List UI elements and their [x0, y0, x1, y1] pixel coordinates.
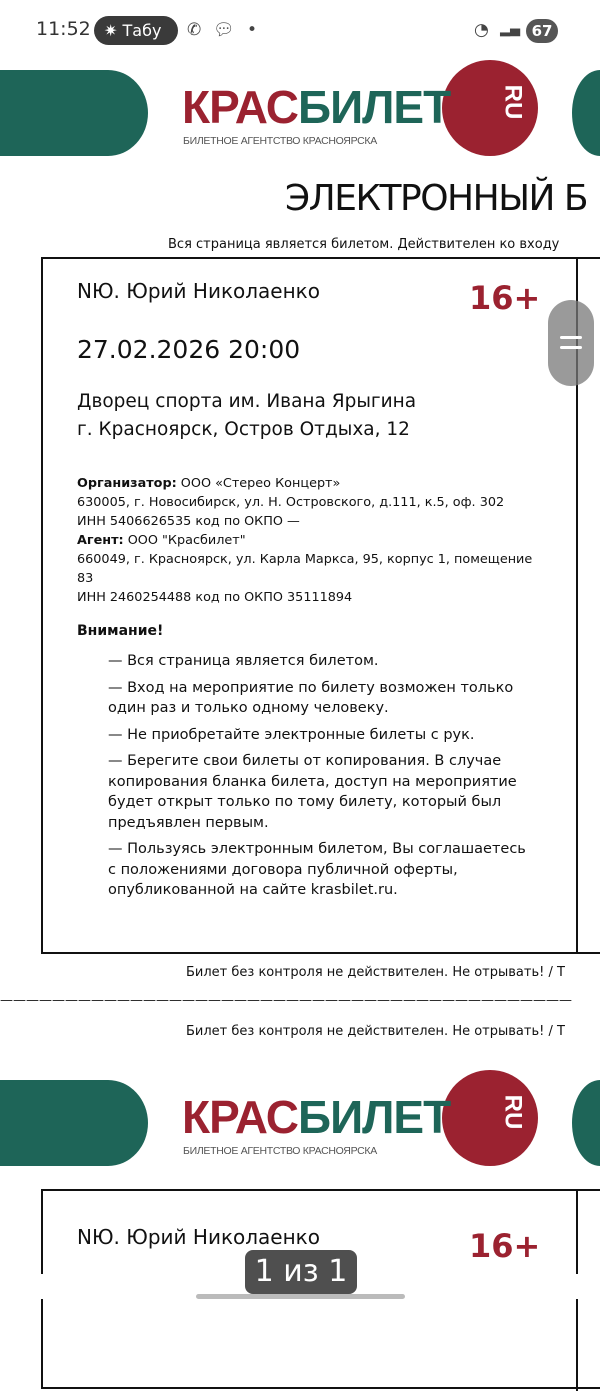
logo-teal-text: БИЛЕТ — [298, 1091, 451, 1143]
logo-wordmark — [182, 80, 450, 134]
tear-notice: Билет без контроля не действителен. Не отрывать! / Т — [186, 965, 565, 980]
teal-band-right — [572, 70, 600, 156]
event-name: NЮ. Юрий Николаенко — [77, 279, 320, 303]
organizer-inn: ИНН 5406626535 код по ОКПО — — [77, 514, 300, 529]
logo-banner — [0, 58, 600, 158]
venue — [77, 388, 416, 444]
agent-address: 660049, г. Красноярск, ул. Карла Маркса, 95, корпус 1, помещение 83 — [77, 552, 533, 586]
venue-address: г. Красноярск, Остров Отдыха, 12 — [77, 419, 410, 440]
scroll-handle[interactable] — [548, 300, 594, 386]
signal-icon: ▂▄ — [500, 22, 520, 37]
logo-banner-2 — [0, 1068, 600, 1168]
organizer-address: 630005, г. Новосибирск, ул. Н. Островского, д.111, к.5, оф. 302 — [77, 495, 505, 510]
wifi-icon: ◔ — [474, 20, 489, 40]
notice-top: Вся страница является билетом. Действителен ко входу — [168, 237, 560, 252]
agent-label: Агент: — [77, 533, 124, 548]
warning-item: — Вся страница является билетом. — [108, 653, 379, 669]
clock: 11:52 — [36, 18, 91, 40]
event-name: NЮ. Юрий Николаенко — [77, 1225, 320, 1249]
tear-notice-2: Билет без контроля не действителен. Не отрывать! / Т — [186, 1024, 565, 1039]
age-rating: 16+ — [469, 279, 541, 317]
ticket-box — [41, 257, 600, 954]
agent-name: ООО "Красбилет" — [123, 533, 246, 548]
gesture-bar[interactable] — [196, 1294, 405, 1299]
notification-pill — [94, 16, 178, 45]
logo-tagline: БИЛЕТНОЕ АГЕНТСТВО КРАСНОЯРСКА — [183, 1145, 377, 1157]
warning-title: Внимание! — [77, 623, 164, 639]
warning-list — [108, 651, 538, 907]
organizer-name: ООО «Стерео Концерт» — [176, 476, 341, 491]
message-icon: 💬︎ — [213, 20, 235, 40]
logo-ru: RU — [499, 1094, 527, 1130]
battery-indicator: 67 — [526, 19, 558, 43]
tear-line: ———————————————————————————————————————————— — [0, 993, 572, 1008]
age-rating: 16+ — [469, 1227, 541, 1265]
warning-item: — Пользуясь электронным билетом, Вы соглашаетесь с положениями договора публичной оферты, опубликованной на сайте krasbilet.ru. — [108, 841, 526, 898]
teal-band-left — [0, 70, 148, 156]
page-indicator: 1 из 1 — [245, 1250, 357, 1294]
warning-item: — Не приобретайте электронные билеты с рук. — [108, 726, 475, 743]
organizer-info — [77, 474, 547, 607]
notification-label: Табу — [122, 21, 162, 40]
page-title: ЭЛЕКТРОННЫЙ Б — [285, 178, 588, 219]
logo-ru: RU — [499, 84, 527, 120]
logo-teal-text: БИЛЕТ — [298, 81, 451, 133]
teal-band-right — [572, 1080, 600, 1166]
warning-item: — Берегите свои билеты от копирования. В случае копирования бланка билета, доступ на мероприятие будет открыт только по тому билету, который был предъявлен первым. — [108, 753, 517, 831]
agent-inn: ИНН 2460254488 код по ОКПО 35111894 — [77, 590, 353, 605]
logo-red-text: КРАС — [182, 81, 299, 133]
dot-icon: • — [247, 20, 258, 40]
warning-item: — Вход на мероприятие по билету возможен только один раз и только одному человеку. — [108, 679, 514, 716]
logo-wordmark — [182, 1090, 450, 1144]
status-bar — [0, 0, 600, 60]
teal-band-left — [0, 1080, 148, 1166]
logo-tagline: БИЛЕТНОЕ АГЕНТСТВО КРАСНОЯРСКА — [183, 135, 377, 147]
whatsapp-icon: ✆ — [187, 20, 202, 40]
sparkle-icon: ✷ — [104, 21, 123, 40]
organizer-label: Организатор: — [77, 476, 177, 491]
event-datetime: 27.02.2026 20:00 — [77, 335, 301, 364]
logo-red-text: КРАС — [182, 1091, 299, 1143]
venue-name: Дворец спорта им. Ивана Ярыгина — [77, 391, 417, 412]
